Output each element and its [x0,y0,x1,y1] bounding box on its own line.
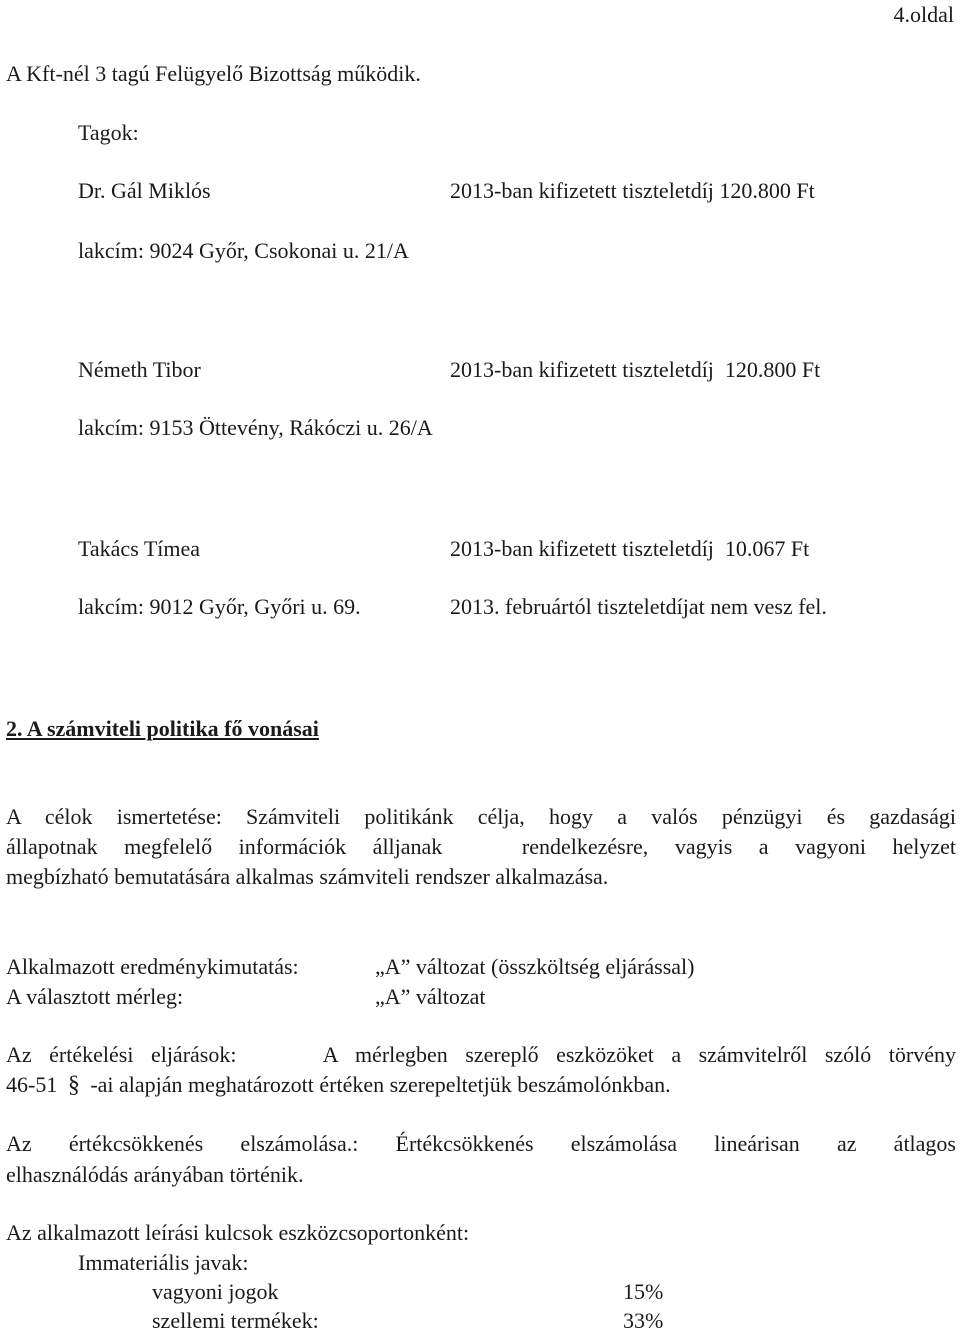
intro-text: A Kft-nél 3 tagú Felügyelő Bizottság működik. [6,61,421,86]
member-address: lakcím: 9024 Győr, Csokonai u. 21/A [78,238,409,263]
income-statement-value: „A” változat (összköltség eljárással) [375,954,695,979]
member-address: lakcím: 9153 Öttevény, Rákóczi u. 26/A [78,415,433,440]
member-fee: 2013-ban kifizetett tiszteletdíj 120.800 Ft [450,357,821,382]
valuation-line [6,1072,671,1098]
depreciation-line: Az értékcsökkenés elszámolása.: Értékcsökkenés elszámolása lineárisan az átlagos [6,1131,956,1156]
valuation-line: Az értékelési eljárások: A mérlegben szereplő eszközöket a számvitelről szóló törvény [6,1042,956,1067]
valuation-text: -ai alapján meghatározott értéken szerepeltetjük beszámolónkban. [90,1072,671,1097]
rate-label: szellemi termékek: [152,1308,319,1333]
member-note: 2013. februártól tiszteletdíjat nem vesz fel. [450,594,827,619]
member-fee: 2013-ban kifizetett tiszteletdíj 10.067 Ft [450,536,810,561]
goals-line: állapotnak megfelelő információk álljanak rendelkezésre, vagyis a vagyoni helyzet [6,834,956,859]
section-heading: 2. A számviteli politika fő vonásai [6,716,319,741]
member-name: Dr. Gál Miklós [78,178,211,203]
goals-line: megbízható bemutatására alkalmas számviteli rendszer alkalmazása. [6,864,609,889]
rate-value: 15% [623,1279,664,1304]
rates-title: Az alkalmazott leírási kulcsok eszközcsoportonként: [6,1220,470,1245]
members-label: Tagok: [78,120,139,145]
member-address: lakcím: 9012 Győr, Győri u. 69. [78,594,361,619]
intangibles-label: Immateriális javak: [78,1250,249,1275]
member-name: Takács Tímea [78,536,201,561]
balance-sheet-value: „A” változat [375,984,486,1009]
member-fee: 2013-ban kifizetett tiszteletdíj 120.800 Ft [450,178,815,203]
member-name: Németh Tibor [78,357,201,382]
rate-value: 33% [623,1308,664,1333]
rate-label: vagyoni jogok [152,1279,279,1304]
page-number: 4.oldal [893,2,954,27]
income-statement-label: Alkalmazott eredménykimutatás: [6,954,299,979]
law-paragraphs: 46-51 [6,1072,58,1097]
balance-sheet-label: A választott mérleg: [6,984,184,1009]
depreciation-line: elhasználódás arányában történik. [6,1162,304,1187]
section-sign-icon: § [67,1072,80,1098]
goals-line: A célok ismertetése: Számviteli politikánk célja, hogy a valós pénzügyi és gazdasági [6,804,956,829]
